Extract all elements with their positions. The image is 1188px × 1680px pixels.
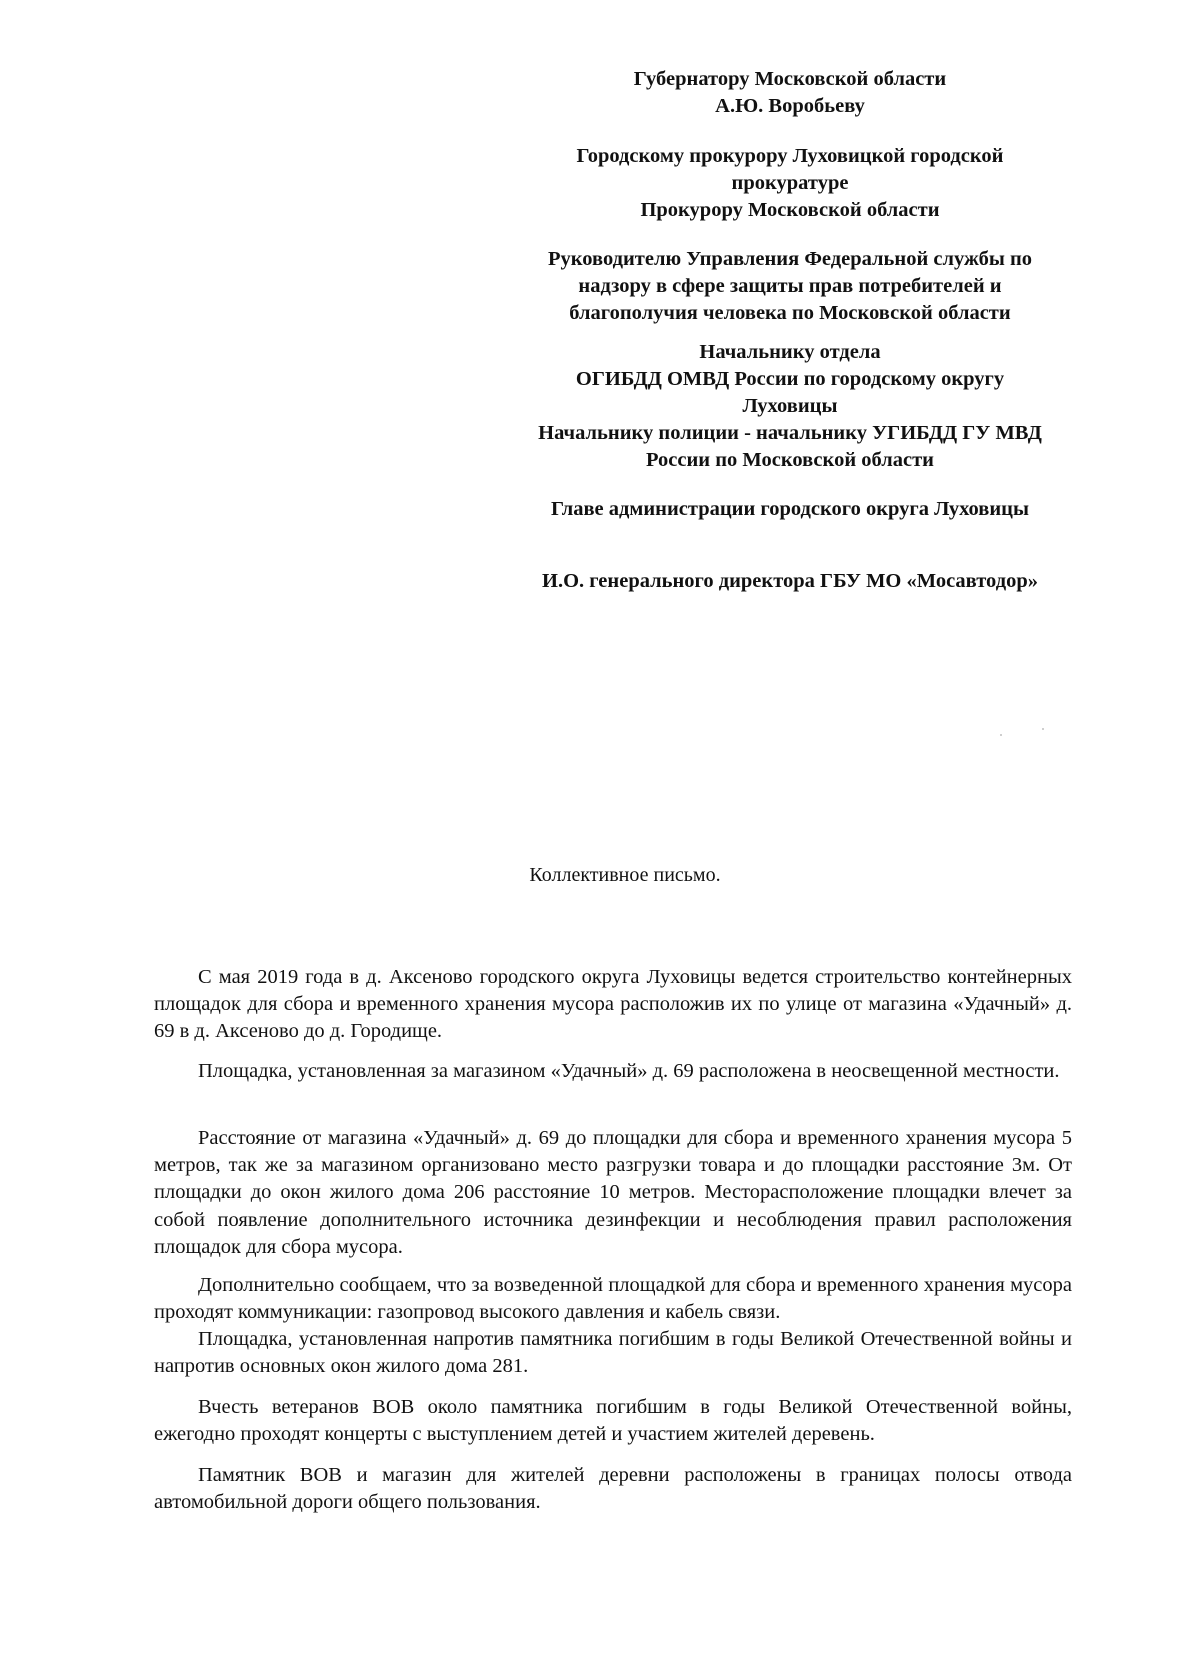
addressee-police — [510, 339, 1070, 474]
addressee-line: Луховицы — [742, 395, 838, 417]
addressee-line: прокуратуре — [731, 172, 849, 194]
addressee-rospotrebnadzor — [510, 246, 1070, 327]
addressee-governor — [510, 66, 1070, 120]
addressee-administration — [510, 496, 1070, 523]
body-paragraph: Памятник ВОВ и магазин для жителей деревни расположены в границах полосы отвода автомобильной дороги общего пользования. — [154, 1464, 1072, 1514]
letter-title: Коллективное письмо. — [529, 864, 721, 886]
addressee-line: И.О. генерального директора ГБУ МО «Мосавтодор» — [542, 570, 1038, 592]
addressee-line: России по Московской области — [646, 449, 934, 471]
scan-artifact — [1000, 734, 1002, 736]
body-paragraph: Площадка, установленная за магазином «Удачный» д. 69 расположена в неосвещенной местности. — [198, 1060, 1060, 1082]
addressee-line: ОГИБДД ОМВД России по городскому округу — [575, 368, 1005, 390]
scan-artifact — [1042, 728, 1044, 730]
body-paragraph: Расстояние от магазина «Удачный» д. 69 до площадки для сбора и временного хранения мусора 5 метров, так же за магазином организовано место разгрузки товара и до площадки расстояние 3м. От площадки до окон жилого дома 206 расстояние 10 метров. Месторасположение площадки влечет за собой появление дополнительного источника дезинфекции и несоблюдения правил расположения площадок для сбора мусора. — [154, 1127, 1072, 1258]
body-paragraph: Площадка, установленная напротив памятника погибшим в годы Великой Отечественной войны и напротив основных окон жилого дома 281. — [154, 1328, 1072, 1378]
addressee-line: Прокурору Московской области — [640, 199, 940, 221]
addressee-line: Руководителю Управления Федеральной службы по — [547, 248, 1033, 270]
addressee-mosavtodor — [510, 568, 1070, 595]
addressee-line: благополучия человека по Московской области — [569, 302, 1011, 324]
addressee-line: надзору в сфере защиты прав потребителей и — [578, 275, 1002, 297]
addressee-line: А.Ю. Воробьеву — [715, 95, 865, 117]
addressee-line: Главе администрации городского округа Луховицы — [550, 498, 1030, 520]
body-paragraph: С мая 2019 года в д. Аксеново городского округа Луховицы ведется строительство контейнерных площадок для сбора и временного хранения мусора расположив их по улице от магазина «Удачный» д. 69 в д. Аксеново до д. Городище. — [154, 966, 1072, 1043]
addressee-line: Начальнику отдела — [699, 341, 881, 363]
addressee-line: Городскому прокурору Луховицкой городской — [576, 145, 1004, 167]
body-paragraph: Дополнительно сообщаем, что за возведенной площадкой для сбора и временного хранения мусора проходят коммуникации: газопровод высокого давления и кабель связи. — [154, 1274, 1072, 1324]
addressee-line: Губернатору Московской области — [633, 68, 947, 90]
addressee-line: Начальнику полиции - начальнику УГИБДД ГУ МВД — [538, 422, 1042, 444]
body-paragraph: Вчесть ветеранов ВОВ около памятника погибшим в годы Великой Отечественной войны, ежегодно проходят концерты с выступлением детей и участием жителей деревень. — [154, 1396, 1072, 1446]
addressee-prosecutors — [510, 143, 1070, 224]
